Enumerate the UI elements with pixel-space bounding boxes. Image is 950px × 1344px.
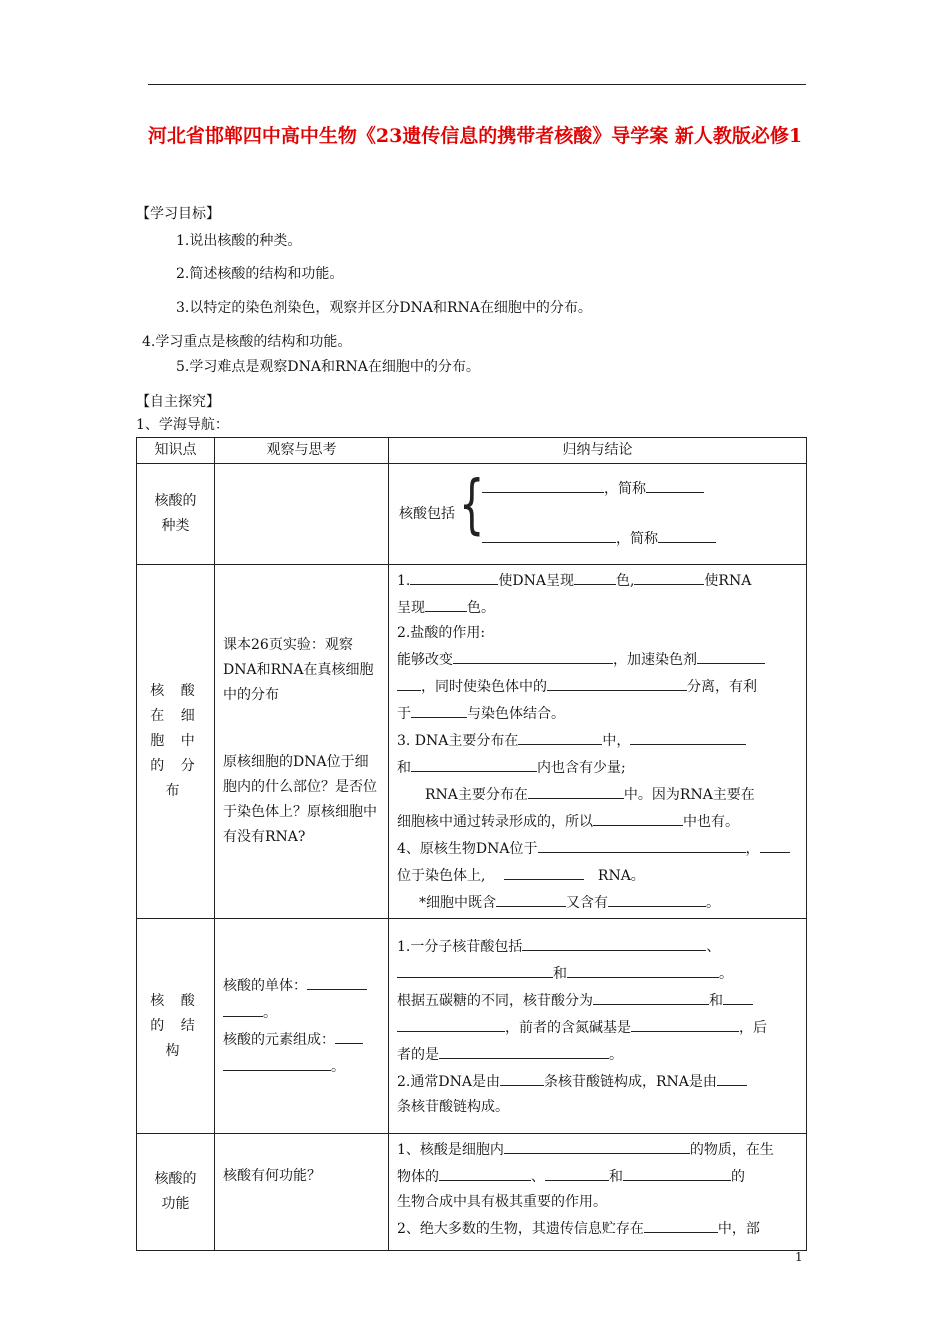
abbr-label: ，简称 xyxy=(604,481,646,497)
abbr-label: ，简称 xyxy=(616,531,658,547)
document-title: 河北省邯郸四中高中生物《23遗传信息的携带者核酸》导学案 新人教版必修1 xyxy=(147,125,803,147)
blank-field[interactable] xyxy=(522,933,706,951)
explore-heading: 【自主探究】 xyxy=(136,394,220,410)
objectives-heading: 【学习目标】 xyxy=(136,206,220,222)
blank-field[interactable] xyxy=(646,475,704,493)
table-row-structure: 核 酸 的 结构 核酸的单体： 。 核酸的元素组成： 。 1.一分子核苷酸包括 、 和 。 根据五碳糖的不同，核苷酸分为 和 ，前者的含氮碱基是 ，后 者的是 。 2.通常DNA是由 条核苷酸链构成，RNA是由 条核苷酸链构成。 xyxy=(137,919,807,1134)
blank-field[interactable] xyxy=(307,972,367,990)
blank-field[interactable] xyxy=(518,727,602,745)
objective-item: 1.说出核酸的种类。 xyxy=(176,233,302,249)
think-experiment: 课本26页实验：观察DNA和RNA在真核细胞中的分布 xyxy=(223,637,374,703)
table-header-row xyxy=(137,438,807,464)
topic-distribution: 核 酸 在 细 胞 中 的 分 布 xyxy=(150,683,201,799)
blank-field[interactable] xyxy=(538,835,746,853)
header-conclusion: 归纳与结论 xyxy=(389,438,807,464)
page-number: 1 xyxy=(795,1250,803,1264)
blank-field[interactable] xyxy=(631,1014,739,1032)
blank-field[interactable] xyxy=(482,475,604,493)
blank-field[interactable] xyxy=(717,1068,747,1086)
objective-item: 2.简述核酸的结构和功能。 xyxy=(176,266,344,282)
blank-field[interactable] xyxy=(593,808,683,826)
brace-symbol: { xyxy=(459,468,485,542)
blank-field[interactable] xyxy=(528,781,624,799)
blank-field[interactable] xyxy=(504,1136,690,1154)
blank-field[interactable] xyxy=(397,1014,505,1032)
blank-field[interactable] xyxy=(593,987,709,1005)
blank-field[interactable] xyxy=(410,567,498,585)
topic-function: 核酸的功能 xyxy=(154,1171,197,1212)
objective-item: 4.学习重点是核酸的结构和功能。 xyxy=(142,334,352,350)
blank-field[interactable] xyxy=(658,525,716,543)
header-think: 观察与思考 xyxy=(215,438,389,464)
blank-field[interactable] xyxy=(500,1068,544,1086)
topic-structure: 核 酸 的 结构 xyxy=(150,992,201,1059)
blank-field[interactable] xyxy=(397,960,553,978)
blank-field[interactable] xyxy=(223,999,263,1017)
think-function: 核酸有何功能？ xyxy=(223,1168,321,1184)
blank-field[interactable] xyxy=(335,1026,363,1044)
header-rule xyxy=(148,84,806,85)
think-prokaryote: 原核细胞的DNA位于细胞内的什么部位？是否位于染色体上？原核细胞中有没有RNA? xyxy=(223,754,377,845)
topic-types: 核酸的种类 xyxy=(154,493,197,534)
blank-field[interactable] xyxy=(547,673,687,691)
objective-item: 3.以特定的染色剂染色，观察并区分DNA和RNA在细胞中的分布。 xyxy=(176,300,592,316)
table-row-function: 核酸的功能 核酸有何功能？ 1、核酸是细胞内 的物质，在生 物体的 、 和 的 生物合成中具有极其重要的作用。 2、绝大多数的生物，其遗传信息贮存在 中，部 xyxy=(137,1134,807,1251)
blank-field[interactable] xyxy=(439,1041,609,1059)
blank-field[interactable] xyxy=(411,700,467,718)
blank-field[interactable] xyxy=(439,1163,531,1181)
study-table xyxy=(136,437,807,1251)
nucleic-acid-includes: 核酸包括 xyxy=(399,506,455,522)
blank-field[interactable] xyxy=(567,960,719,978)
blank-field[interactable] xyxy=(411,754,537,772)
blank-field[interactable] xyxy=(425,594,467,612)
table-row-distribution: 核 酸 在 细 胞 中 的 分 布 课本26页实验：观察DNA和RNA在真核细胞中的分布 原核细胞的DNA位于细胞内的什么部位？是否位于染色体上？原核细胞中有没有RNA? 1. 使DNA呈现 色, 使RNA 呈现 色。 2.盐酸的作用: 能够改变 ，加速染色剂 ，同时使染色体中的 分离，有利 于 与染色体结合。 3. DNA主要分布在 中， 和 内也含有少量; RNA主要分布在 中。因为RNA主要在 细胞核中通过转录形成的，所以 中也有。 4、原核生物DNA位于 ， 位于染色体上, RNA。 *细胞中既含 又含有 。 xyxy=(137,565,807,919)
blank-field[interactable] xyxy=(397,673,421,691)
blank-field[interactable] xyxy=(630,727,746,745)
blank-field[interactable] xyxy=(644,1215,718,1233)
blank-field[interactable] xyxy=(608,889,706,907)
blank-field[interactable] xyxy=(723,987,753,1005)
blank-field[interactable] xyxy=(697,646,765,664)
blank-field[interactable] xyxy=(504,862,584,880)
blank-field[interactable] xyxy=(496,889,566,907)
explore-subheading: 1、学海导航： xyxy=(136,417,229,433)
blank-field[interactable] xyxy=(574,567,616,585)
blank-field[interactable] xyxy=(623,1163,731,1181)
blank-field[interactable] xyxy=(634,567,704,585)
table-row-types xyxy=(137,464,807,565)
blank-field[interactable] xyxy=(453,646,613,664)
blank-field[interactable] xyxy=(223,1053,331,1071)
blank-field[interactable] xyxy=(545,1163,609,1181)
objective-item: 5.学习难点是观察DNA和RNA在细胞中的分布。 xyxy=(176,359,480,375)
blank-field[interactable] xyxy=(760,835,790,853)
header-topic: 知识点 xyxy=(137,438,215,464)
blank-field[interactable] xyxy=(482,525,616,543)
